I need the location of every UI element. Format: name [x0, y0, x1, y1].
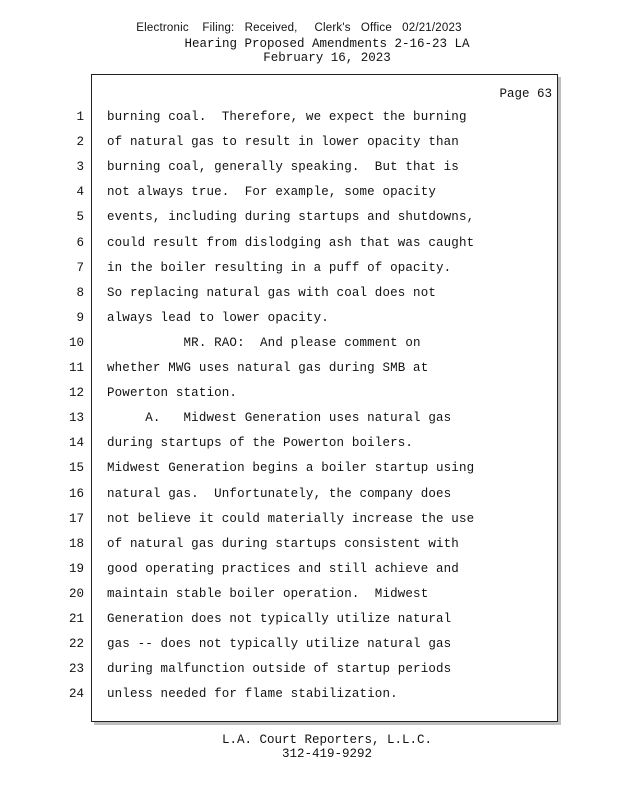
reporter-company: L.A. Court Reporters, L.L.C.: [221, 733, 433, 747]
line-number: 10: [68, 335, 84, 350]
line-number: 18: [68, 536, 84, 551]
line-number: 12: [68, 386, 84, 401]
transcript-line: during malfunction outside of startup periods: [107, 662, 452, 677]
transcript-line: not believe it could materially increase the use: [107, 511, 475, 526]
line-number: 1: [76, 110, 84, 124]
transcript-line: gas -- does not typically utilize natural gas: [107, 637, 452, 652]
filing-stamp: Electronic Filing: Received, Clerk's Office 02/21/2023: [136, 22, 462, 34]
line-number: 19: [68, 561, 84, 576]
line-number: 3: [76, 160, 84, 175]
hearing-date: February 16, 2023: [263, 51, 391, 65]
line-number: 11: [68, 361, 84, 375]
transcript-line: A. Midwest Generation uses natural gas: [107, 411, 452, 426]
line-number: 2: [76, 135, 84, 150]
line-number: 7: [76, 260, 84, 275]
line-number: 14: [68, 436, 84, 451]
line-number: 23: [68, 662, 84, 677]
line-number: 20: [68, 586, 84, 601]
line-number: 6: [76, 235, 84, 250]
transcript-line: burning coal. Therefore, we expect the burning: [107, 110, 467, 124]
line-number: 9: [76, 310, 84, 325]
line-number: 24: [68, 687, 84, 702]
transcript-line: maintain stable boiler operation. Midwest: [107, 586, 429, 601]
transcript-line: MR. RAO: And please comment on: [107, 335, 421, 350]
line-number: 22: [68, 637, 84, 652]
transcript-line: not always true. For example, some opacity: [107, 185, 437, 200]
line-number: 5: [76, 210, 84, 225]
reporter-phone: 312-419-9292: [281, 747, 372, 761]
transcript-line: natural gas. Unfortunately, the company does: [107, 486, 452, 501]
transcript-line: burning coal, generally speaking. But that is: [107, 160, 459, 175]
transcript-line: Generation does not typically utilize natural: [107, 612, 452, 626]
line-number: 17: [68, 511, 84, 526]
line-number: 8: [76, 285, 84, 300]
line-number: 21: [68, 612, 84, 626]
transcript-line: during startups of the Powerton boilers.: [107, 436, 414, 451]
transcript-line: in the boiler resulting in a puff of opacity.: [107, 260, 452, 275]
transcript-line: could result from dislodging ash that was caught: [107, 235, 475, 250]
transcript-line: events, including during startups and shutdowns,: [107, 210, 475, 225]
transcript-line: Powerton station.: [107, 386, 238, 401]
transcript-line: unless needed for flame stabilization.: [107, 687, 398, 702]
transcript-line: of natural gas to result in lower opacity than: [107, 135, 459, 150]
transcript-line: always lead to lower opacity.: [107, 310, 329, 325]
page-number: Page 63: [499, 87, 552, 101]
transcript-line: whether MWG uses natural gas during SMB at: [107, 361, 429, 375]
transcript-line: Midwest Generation begins a boiler startup using: [107, 461, 475, 476]
transcript-line: good operating practices and still achieve and: [107, 561, 459, 576]
line-number: 13: [68, 411, 84, 426]
transcript-line: of natural gas during startups consistent with: [107, 536, 459, 551]
transcript-line: So replacing natural gas with coal does not: [107, 285, 437, 300]
hearing-title: Hearing Proposed Amendments 2-16-23 LA: [184, 37, 470, 51]
line-number: 4: [76, 185, 84, 200]
line-number: 16: [68, 486, 84, 501]
line-number: 15: [68, 461, 84, 476]
